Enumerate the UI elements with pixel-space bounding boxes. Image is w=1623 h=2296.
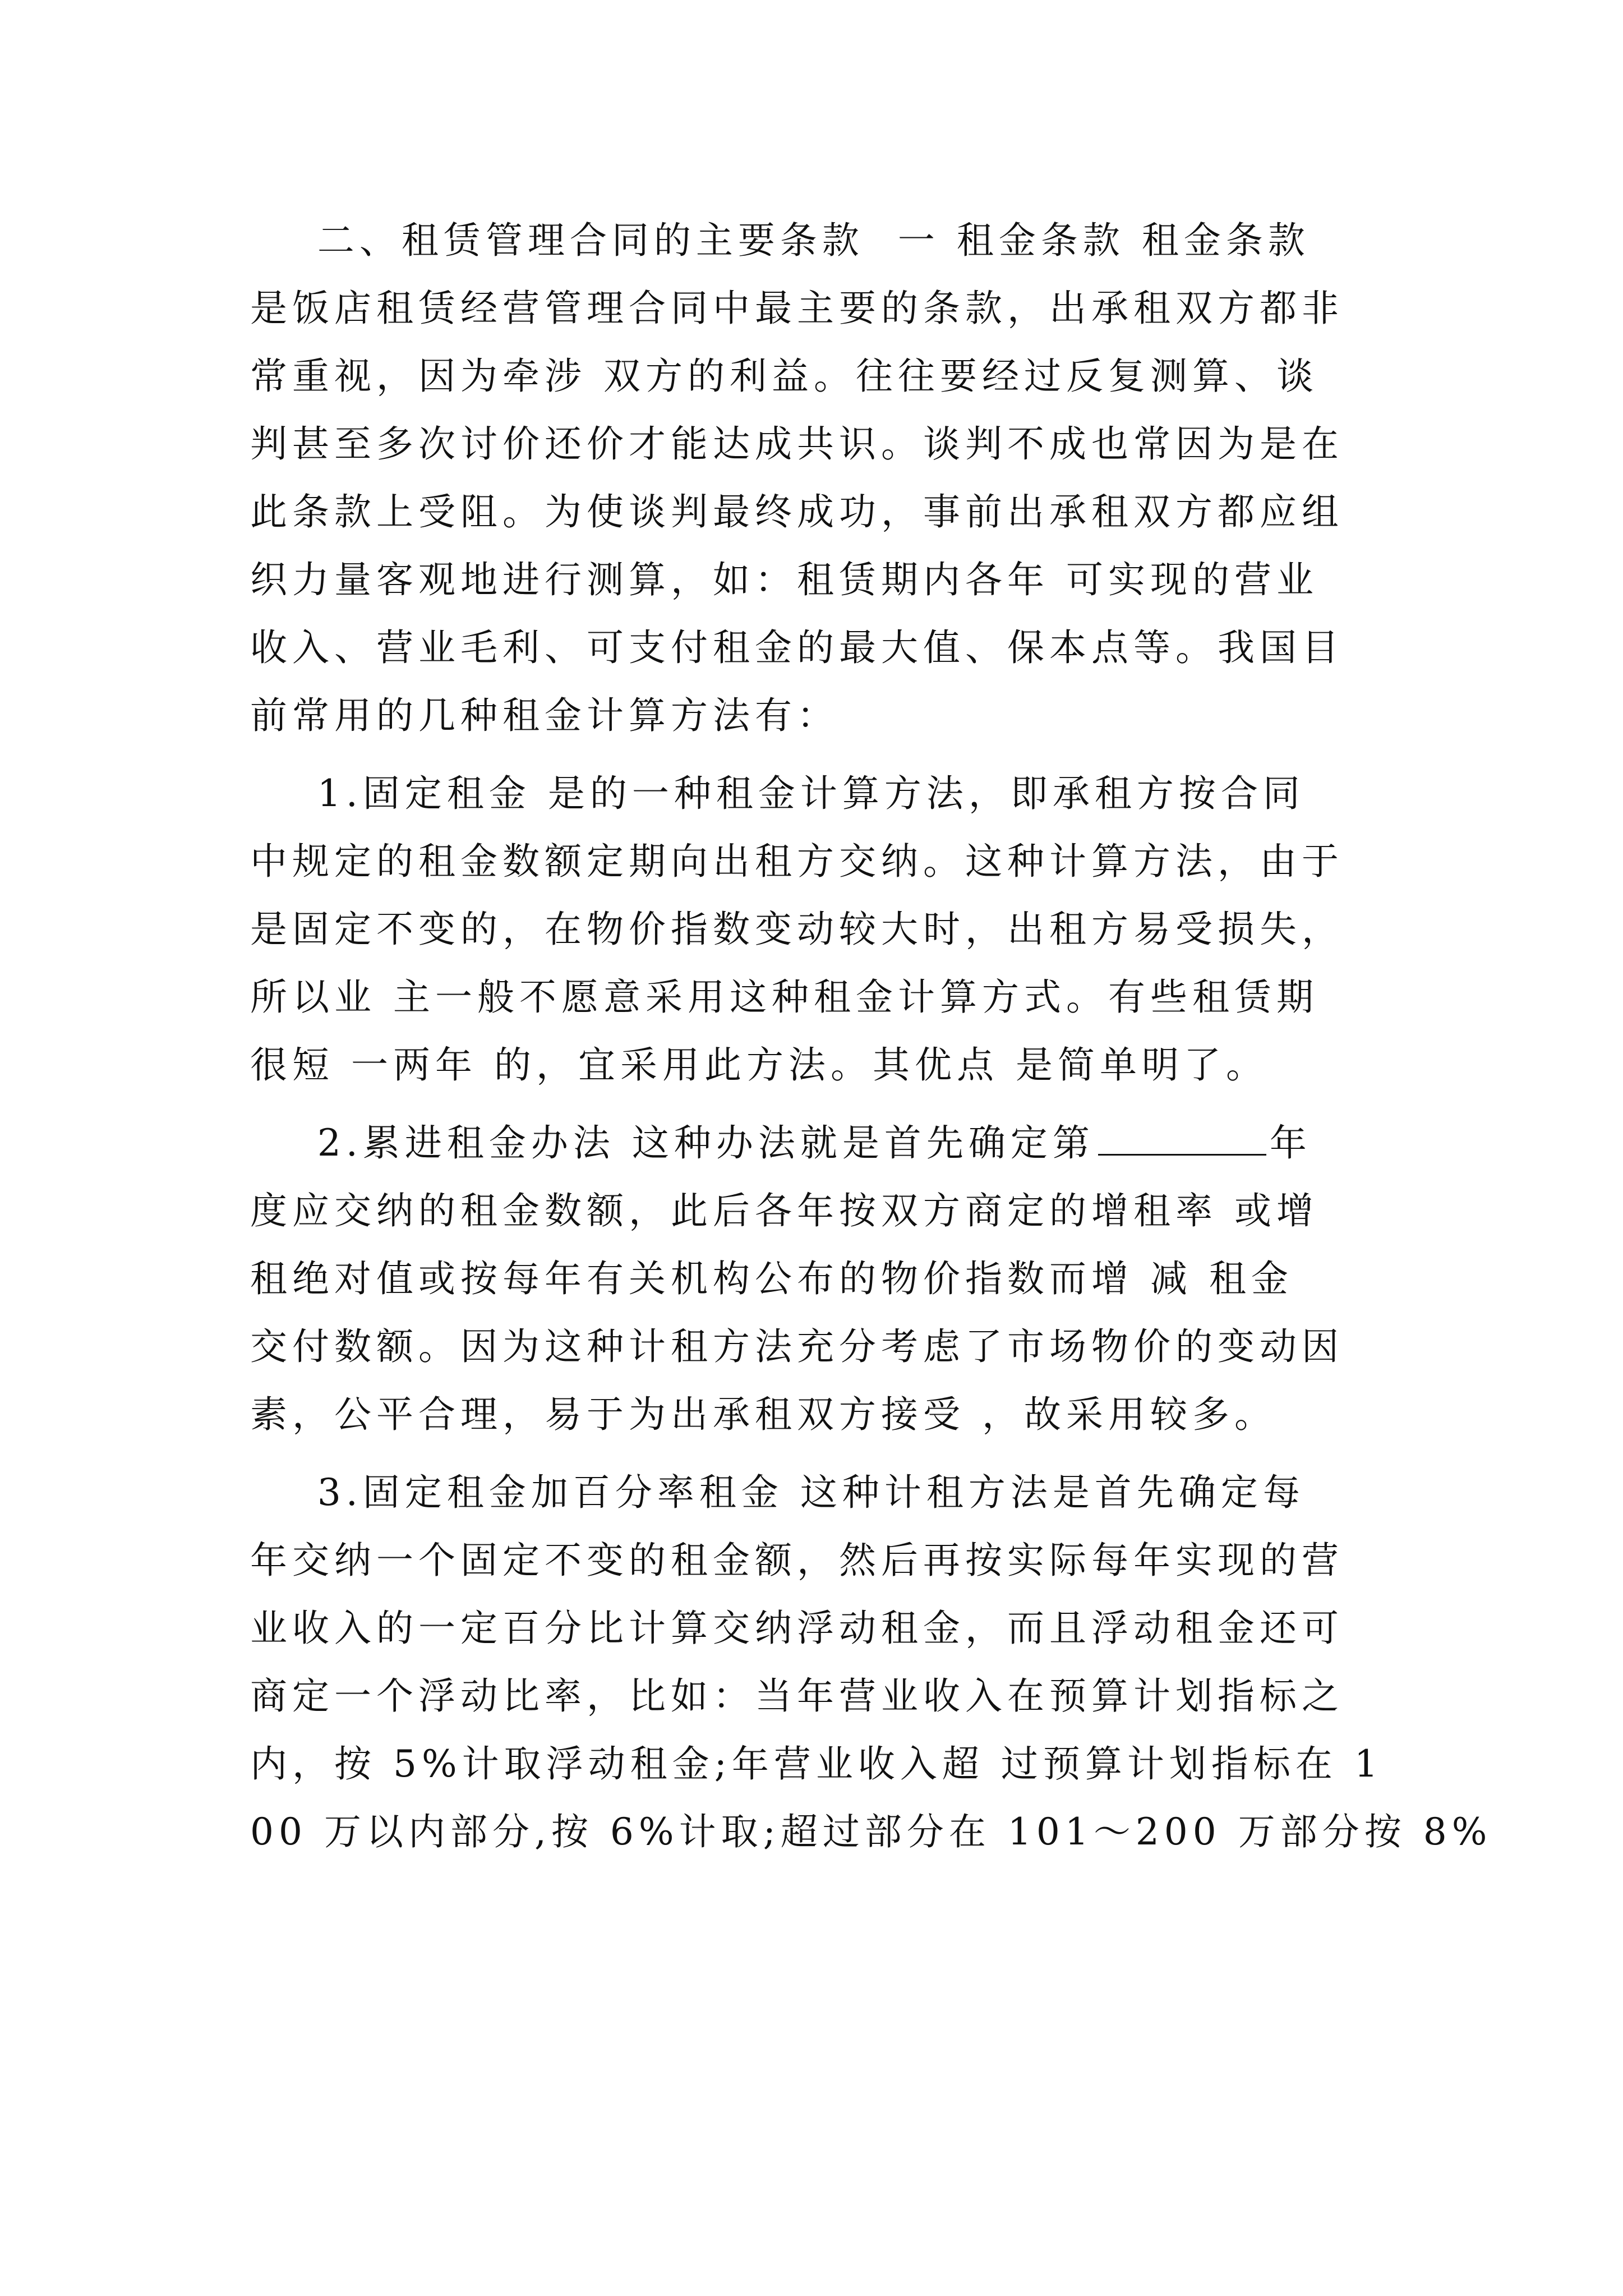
text-line: 判甚至多次讨价还价才能达成共识。谈判不成也常因为是在 [250, 422, 1344, 466]
text-line: 1.固定租金 是的一种租金计算方法，即承租方按合同 [250, 772, 1305, 815]
text-line: 是饭店租赁经营管理合同中最主要的条款，出承租双方都非 [250, 287, 1344, 330]
paragraph-spacing [250, 1099, 1394, 1109]
text-line: 交付数额。因为这种计租方法充分考虑了市场物价的变动因 [250, 1325, 1344, 1368]
text-after-blank: 年 [1269, 1121, 1312, 1165]
text-line: 3.固定租金加百分率租金 这种计租方法是首先确定每 [250, 1471, 1305, 1514]
text-line: 是固定不变的，在物价指数变动较大时，出租方易受损失， [250, 908, 1344, 951]
document-body [250, 206, 1492, 1866]
text-line: 度应交纳的租金数额，此后各年按双方商定的增租率 或增 [250, 1189, 1318, 1232]
text-line: 内，按 5%计取浮动租金;年营业收入超 过预算计划指标在 1 [250, 1742, 1383, 1786]
paragraph-spacing [250, 1448, 1394, 1458]
text-line: 常重视，因为牵涉 双方的利益。往往要经过反复测算、谈 [250, 355, 1318, 398]
paragraph-rent-terms-intro [250, 206, 1394, 749]
text-line: 收入、营业毛利、可支付租金的最大值、保本点等。我国目 [250, 626, 1344, 669]
fill-in-blank [1098, 1120, 1266, 1156]
paragraph-fixed-plus-percentage-rent [250, 1458, 1492, 1866]
text-line: 业收入的一定百分比计算交纳浮动租金，而且浮动租金还可 [250, 1607, 1344, 1650]
text-line: 二、租赁管理合同的主要条款 一 租金条款 租金条款 [250, 219, 1310, 262]
text-line: 此条款上受阻。为使谈判最终成功，事前出承租双方都应组 [250, 490, 1344, 533]
paragraph-progressive-rent [250, 1109, 1394, 1448]
text-line: 商定一个浮动比率，比如：当年营业收入在预算计划指标之 [250, 1674, 1344, 1718]
text-line: 前常用的几种租金计算方法有： [250, 694, 839, 737]
text-line: 很短 一两年 的，宜采用此方法。其优点 是简单明了。 [250, 1043, 1268, 1087]
text-line: 年交纳一个固定不变的租金额，然后再按实际每年实现的营 [250, 1539, 1344, 1582]
paragraph-spacing [250, 749, 1394, 760]
text-line: 所以业 主一般不愿意采用这种租金计算方式。有些租赁期 [250, 976, 1318, 1019]
text-line-with-blank [250, 1109, 1394, 1177]
text-line: 织力量客观地进行测算，如：租赁期内各年 可实现的营业 [250, 558, 1318, 601]
text-before-blank: 2.累进租金办法 这种办法就是首先确定第 [250, 1121, 1095, 1165]
text-line: 00 万以内部分,按 6%计取;超过部分在 101～200 万部分按 8% [250, 1810, 1492, 1853]
text-line: 中规定的租金数额定期向出租方交纳。这种计算方法，由于 [250, 840, 1344, 883]
text-line: 素，公平合理，易于为出承租双方接受 ，故采用较多。 [250, 1393, 1276, 1436]
paragraph-fixed-rent [250, 760, 1394, 1099]
text-line: 租绝对值或按每年有关机构公布的物价指数而增 减 租金 [250, 1257, 1293, 1300]
